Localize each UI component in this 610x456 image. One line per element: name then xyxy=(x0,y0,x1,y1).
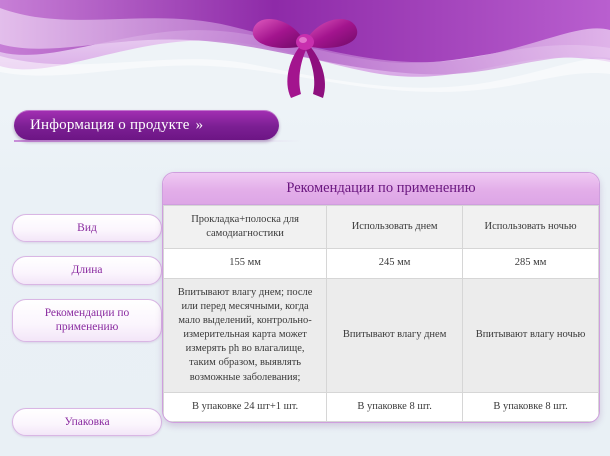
title-underline xyxy=(14,140,302,142)
cell-length-night: 285 мм xyxy=(463,249,599,278)
table-row-headers xyxy=(164,206,599,249)
sidebar-item-vid[interactable] xyxy=(12,214,162,242)
cell-packaging-pad: В упаковке 24 шт+1 шт. xyxy=(164,392,327,421)
sidebar-item-dlina[interactable] xyxy=(12,256,162,284)
decorative-banner xyxy=(0,0,610,110)
product-table xyxy=(163,205,599,422)
column-header-night: Использовать ночью xyxy=(463,206,599,249)
sidebar-item-label: Рекомендации по применению xyxy=(44,306,130,334)
sidebar-item-label: Вид xyxy=(77,222,97,234)
column-header-pad: Прокладка+полоска для самодиагностики xyxy=(164,206,327,249)
cell-packaging-day: В упаковке 8 шт. xyxy=(327,392,463,421)
banner-artwork xyxy=(0,0,610,110)
cell-recommendation-pad: Впитывают влагу днем; после или перед месячными, когда мало выделений, контрольно-измерительная карта может измерять ph во влагалище, таким образом, выявлять возможные заболевания; xyxy=(164,278,327,392)
cell-length-day: 245 мм xyxy=(327,249,463,278)
sidebar-item-packaging[interactable] xyxy=(12,408,162,436)
chevron-right-icon: » xyxy=(195,116,204,133)
product-info-card xyxy=(162,172,600,423)
sidebar xyxy=(12,214,162,450)
sidebar-item-recommendations[interactable] xyxy=(12,299,162,342)
table-row-packaging xyxy=(164,392,599,421)
table-row-recommendation xyxy=(164,278,599,392)
cell-recommendation-day: Впитывают влагу днем xyxy=(327,278,463,392)
table-row-length xyxy=(164,249,599,278)
sidebar-item-label: Упаковка xyxy=(64,415,110,428)
cell-recommendation-night: Впитывают влагу ночью xyxy=(463,278,599,392)
card-title: Рекомендации по применению xyxy=(163,173,599,205)
cell-packaging-night: В упаковке 8 шт. xyxy=(463,392,599,421)
page-title: Информация о продукте xyxy=(30,116,190,133)
cell-length-pad: 155 мм xyxy=(164,249,327,278)
column-header-day: Использовать днем xyxy=(327,206,463,249)
page-title-pill[interactable] xyxy=(14,110,279,140)
sidebar-item-label: Длина xyxy=(71,264,103,277)
